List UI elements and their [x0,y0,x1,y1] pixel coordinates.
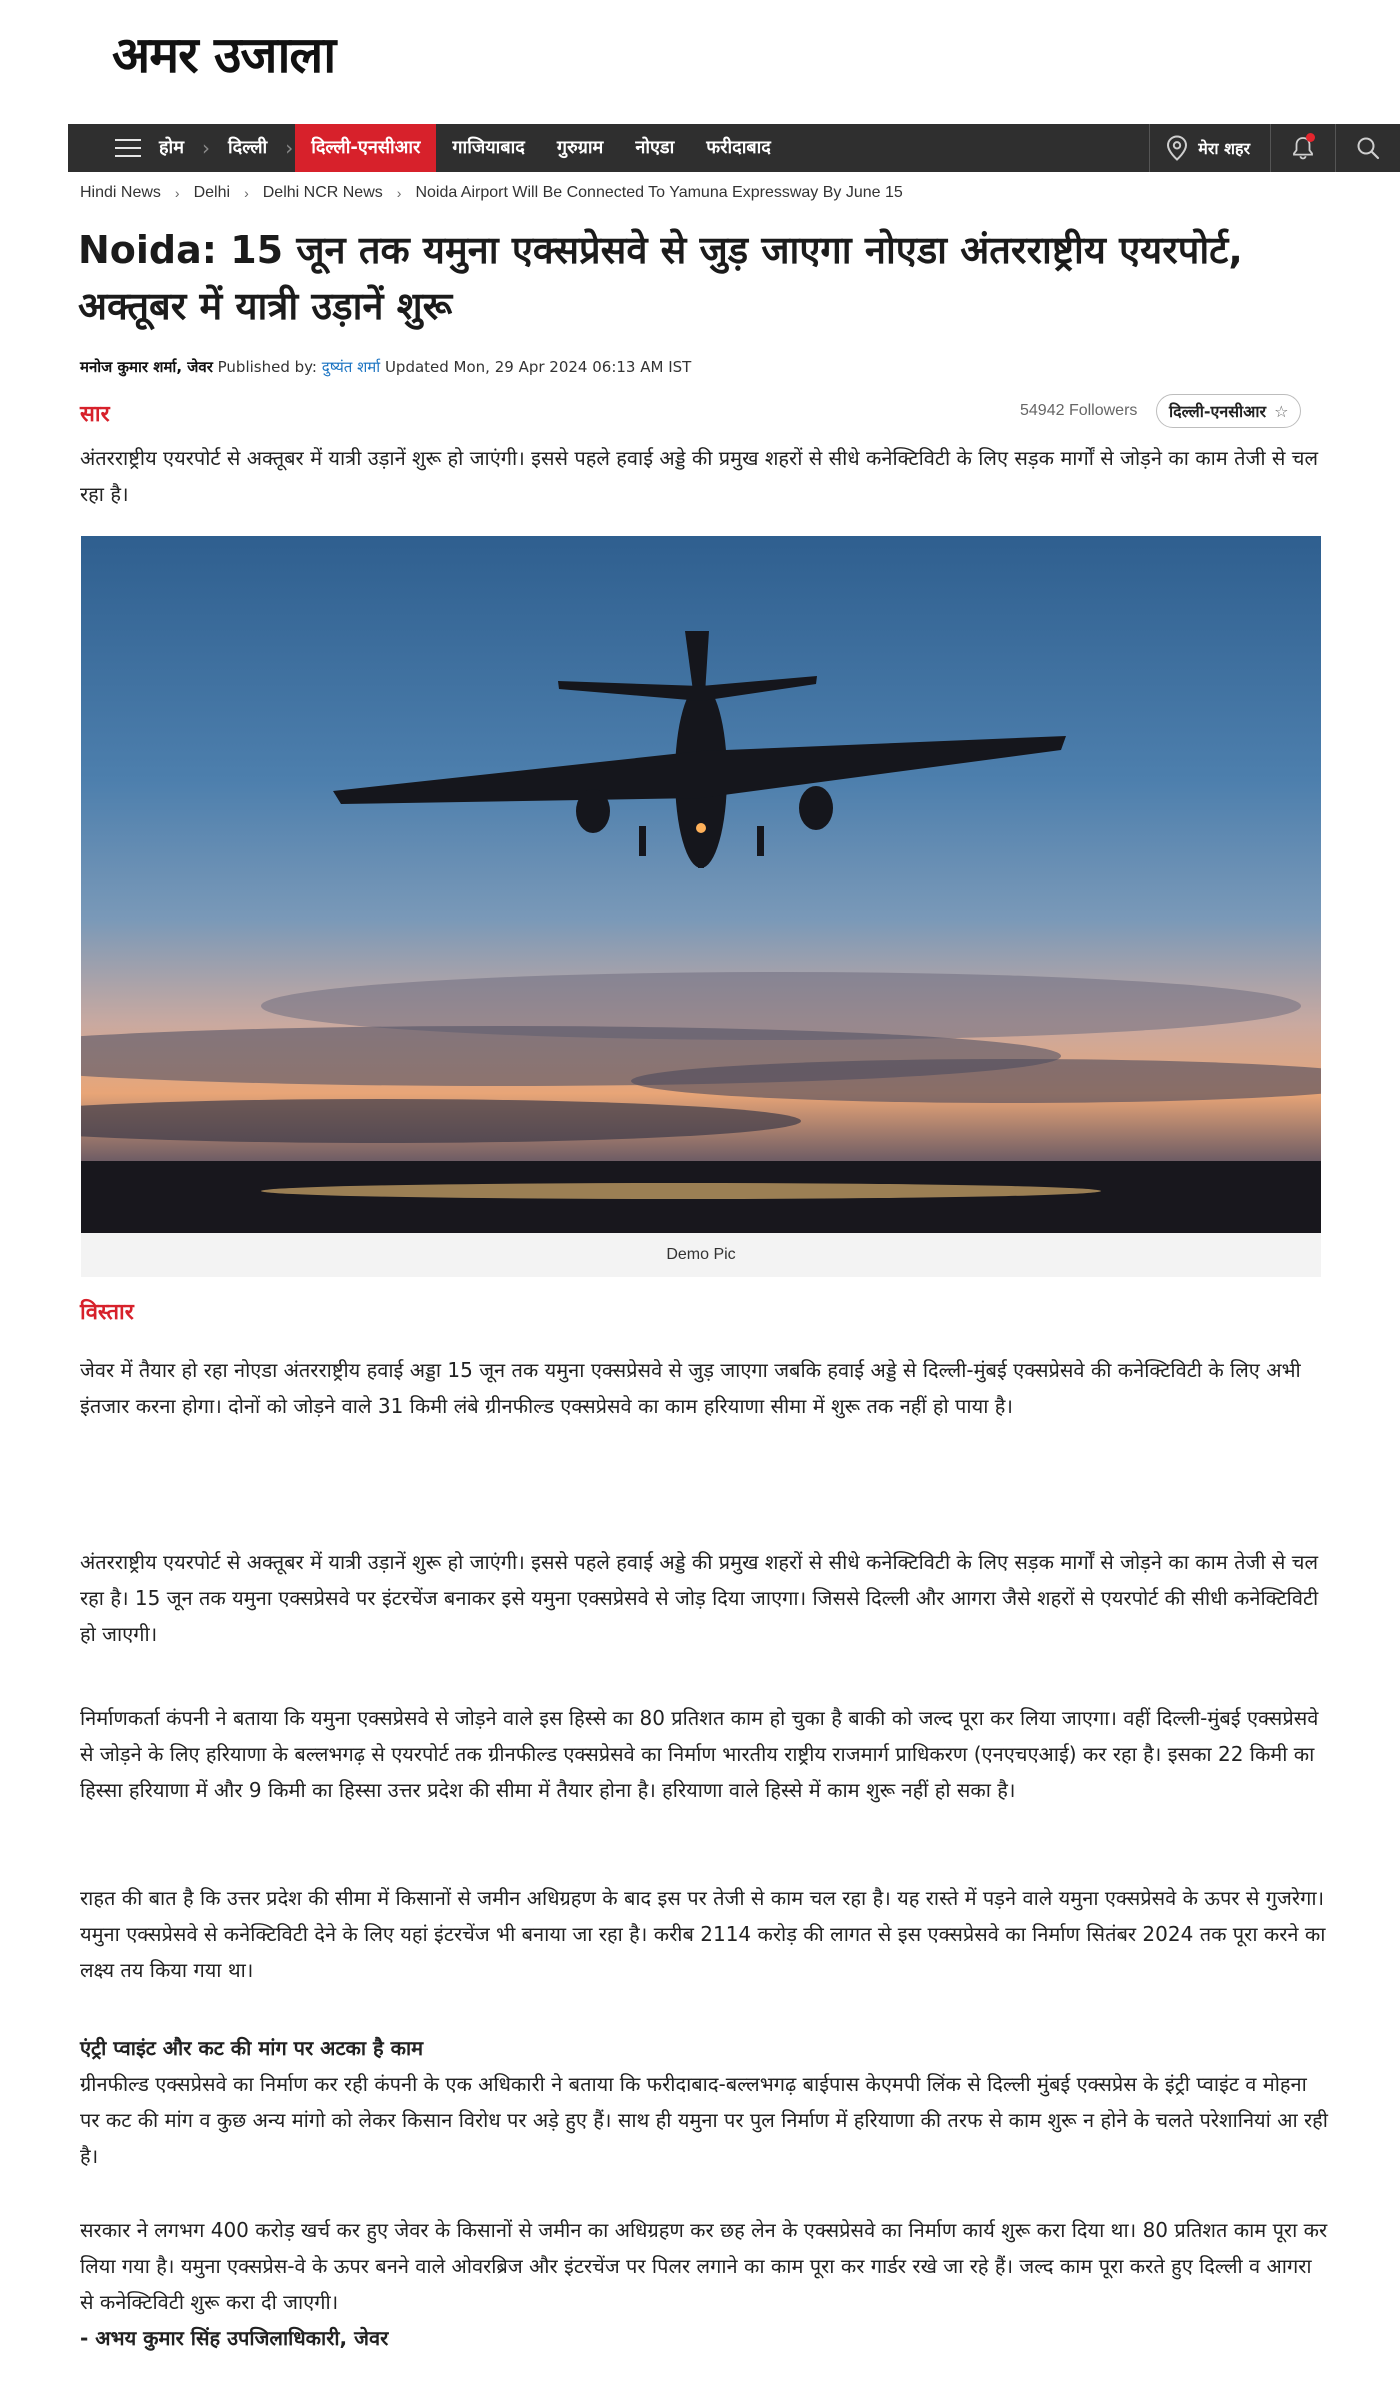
followers-count: 54942 Followers [1020,402,1138,419]
article-paragraph: निर्माणकर्ता कंपनी ने बताया कि यमुना एक्सप्रेसवे से जोड़ने वाले इस हिस्से का 80 प्रतिशत काम हो चुका है बाकी को जल्द पूरा कर लिया जाएगा। वहीं दिल्ली-मुंबई एक्सप्रेसवे से जोड़ने के लिए हरियाणा के बल्लभगढ़ से एयरपोर्ट तक ग्रीनफील्ड एक्सप्रेसवे का निर्माण भारतीय राष्ट्रीय राजमार्ग प्राधिकरण (एनएचएआई) कर रहा है। इसका 22 किमी का हिस्सा हरियाणा में और 9 किमी का हिस्सा उत्तर प्रदेश की सीमा में तैयार होना है। हरियाणा वाले हिस्से में काम शुरू नहीं हो सका है। [80,1706,1319,1802]
author-name: मनोज कुमार शर्मा, जेवर [80,358,213,376]
article-paragraph: राहत की बात है कि उत्तर प्रदेश की सीमा में किसानों से जमीन अधिग्रहण के बाद इस पर तेजी से काम चल रहा है। यह रास्ते में पड़ने वाले यमुना एक्सप्रेसवे के ऊपर से गुजरेगा। यमुना एक्सप्रेसवे से कनेक्टिविटी देने के लिए यहां इंटरचेंज भी बनाया जा रहा है। करीब 2114 करोड़ की लागत से इस एक्सप्रेसवे का निर्माण सितंबर 2024 तक पूरा करने का लक्ष्य तय किया गया था। [80,1886,1326,1982]
article-quote: सरकार ने लगभग 400 करोड़ खर्च कर हुए जेवर के किसानों से जमीन का अधिग्रहण कर छह लेन के एक्सप्रेसवे का निर्माण कार्य शुरू करा दिया था। 80 प्रतिशत काम पूरा कर लिया गया है। यमुना एक्सप्रेस-वे के ऊपर बनने वाले ओवरब्रिज और इंटरचेंज पर पिलर लगाने का काम पूरा कर गार्डर रखे जा रहे हैं। जल्द काम पूरा करते हुए दिल्ली व आगरा से कनेक्टिविटी शुरू करा दी जाएगी। [80,2218,1328,2314]
details-heading: विस्तार [80,1300,134,1325]
search-button[interactable] [1336,124,1400,172]
image-caption: Demo Pic [81,1233,1321,1277]
nav-item-ghaziabad[interactable]: गाजियाबाद [452,137,525,158]
tag-label: दिल्ली-एनसीआर [1169,402,1267,421]
breadcrumb-current: Noida Airport Will Be Connected To Yamuna Expressway By June 15 [415,184,903,201]
my-city-label: मेरा शहर [1198,139,1250,158]
breadcrumb-delhi-ncr-news[interactable]: Delhi NCR News [262,184,383,201]
breadcrumb-delhi[interactable]: Delhi [193,184,231,201]
search-icon [1356,136,1380,160]
published-label: Published by: [217,358,317,376]
article-subheading: एंट्री प्वाइंट और कट की मांग पर अटका है काम [80,2036,424,2060]
nav-item-home[interactable]: होम [159,137,184,158]
nav-right-tools [1149,124,1400,172]
nav-item-delhi[interactable]: दिल्ली [227,137,268,158]
follow-tag-button[interactable] [1156,394,1301,428]
breadcrumb-hindi-news[interactable]: Hindi News [80,184,161,201]
notification-dot [1306,133,1315,142]
article-summary: अंतरराष्ट्रीय एयरपोर्ट से अक्तूबर में यात्री उड़ानें शुरू हो जाएंगी। इससे पहले हवाई अड्डे की प्रमुख शहरों से सीधे कनेक्टिविटी के लिए सड़क मार्गों से जोड़ने का काम तेजी से चल रहा है। [80,446,1319,506]
star-icon: ☆ [1274,401,1289,421]
quote-author: - अभय कुमार सिंह उपजिलाधिकारी, जेवर [80,2326,389,2350]
hero-image [81,536,1321,1233]
summary-heading: सार [80,402,110,427]
breadcrumb [80,184,903,202]
chevron-right-icon: › [285,136,294,160]
nav-item-noida[interactable]: नोएडा [635,137,675,158]
publisher-link[interactable]: दुष्यंत शर्मा [321,358,381,376]
article-paragraph: जेवर में तैयार हो रहा नोएडा अंतरराष्ट्रीय हवाई अड्डा 15 जून तक यमुना एक्सप्रेसवे से जुड़ जाएगा जबकि हवाई अड्डे से दिल्ली-मुंबई एक्सप्रेसवे की कनेक्टिविटी के लिए अभी इंतजार करना होगा। दोनों को जोड़ने वाले 31 किमी लंबे ग्रीनफील्ड एक्सप्रेसवे का काम हरियाणा सीमा में शुरू तक नहीं हो पाया है। [80,1358,1301,1418]
updated-timestamp: Updated Mon, 29 Apr 2024 06:13 AM IST [384,358,692,376]
article-byline [80,357,691,377]
my-city-button[interactable] [1150,124,1270,172]
main-navbar [68,124,1400,172]
breadcrumb-separator: › [396,185,402,201]
breadcrumb-separator: › [244,185,249,201]
nav-item-gurugram[interactable]: गुरुग्राम [556,137,604,158]
nav-item-delhi-ncr[interactable]: दिल्ली-एनसीआर [295,124,436,172]
notification-button[interactable] [1271,124,1335,172]
article-paragraph: अंतरराष्ट्रीय एयरपोर्ट से अक्तूबर में यात्री उड़ानें शुरू हो जाएंगी। इससे पहले हवाई अड्डे की प्रमुख शहरों से सीधे कनेक्टिविटी के लिए सड़क मार्गों से जोड़ने का काम तेजी से चल रहा है। 15 जून तक यमुना एक्सप्रेसवे पर इंटरचेंज बनाकर इसे यमुना एक्सप्रेसवे से जोड़ दिया जाएगा। जिससे दिल्ली और आगरा जैसे शहरों से एयरपोर्ट की सीधी कनेक्टिविटी हो जाएगी। [80,1550,1319,1646]
menu-icon[interactable] [115,139,141,157]
breadcrumb-separator: › [174,185,180,201]
nav-item-faridabad[interactable]: फरीदाबाद [706,137,771,158]
site-logo[interactable]: अमर उजाला [112,25,336,84]
chevron-right-icon: › [201,136,210,160]
article-paragraph: ग्रीनफील्ड एक्सप्रेसवे का निर्माण कर रही कंपनी के एक अधिकारी ने बताया कि फरीदाबाद-बल्लभगढ़ बाईपास केएमपी लिंक से दिल्ली मुंबई एक्सप्रेस के इंट्री प्वाइंट व मोहना पर कट की मांग व कुछ अन्य मांगो को लेकर किसान विरोध पर अड़े हुए हैं। साथ ही यमुना पर पुल निर्माण में हरियाणा की तरफ से काम शुरू न होने के चलते परेशानियां आ रही है। [80,2072,1328,2168]
location-pin-icon [1166,135,1188,161]
article-headline: Noida: 15 जून तक यमुना एक्सप्रेसवे से जुड़ जाएगा नोएडा अंतरराष्ट्रीय एयरपोर्ट, अक्तूबर में यात्री उड़ानें शुरू [78,228,1243,328]
